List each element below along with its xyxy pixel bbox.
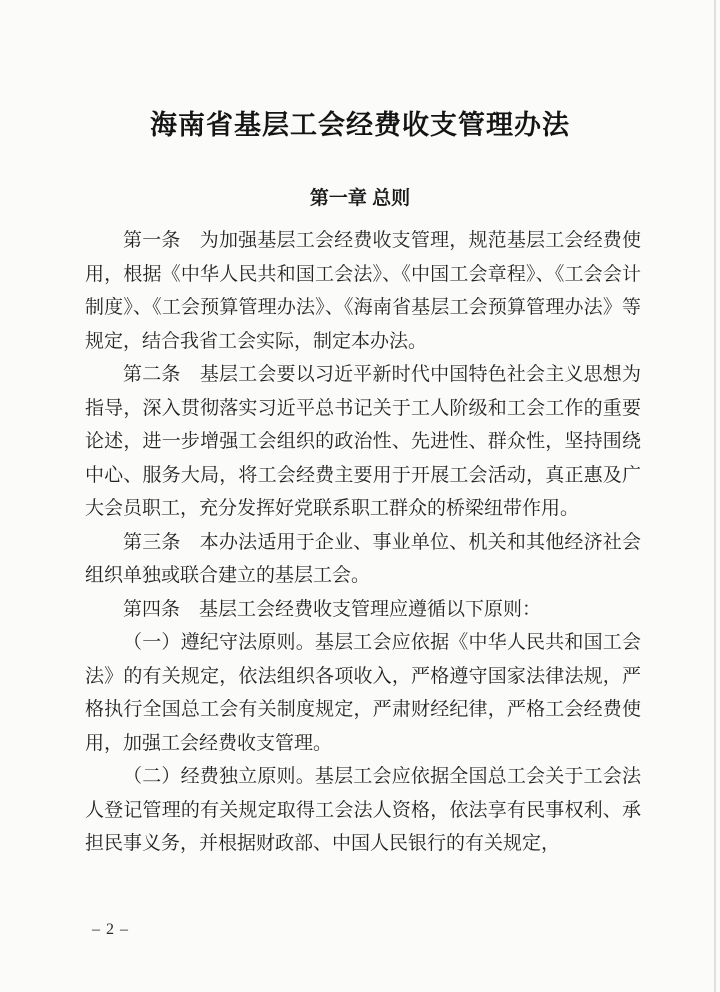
paragraph: 第四条 基层工会经费收支管理应遵循以下原则： xyxy=(123,598,542,620)
page-number: – 2 – xyxy=(92,921,129,938)
paragraph: 第一条 为加强基层工会经费收支管理，规范基层工会经费使用，根据《中华人民共和国工会法》、《中国工会章程》、《工会会计制度》、《工会预算管理办法》、《海南省基层工会预算管理办法》等规定，结合我省工会实际，制定本办法。 xyxy=(85,230,641,352)
paragraph: （二）经费独立原则。基层工会应依据全国总工会关于工会法人登记管理的有关规定取得工会法人资格，依法享有民事权利、承担民事义务，并根据财政部、中国人民银行的有关规定， xyxy=(85,766,641,854)
document-body xyxy=(85,224,641,861)
paragraph: （一）遵纪守法原则。基层工会应依据《中华人民共和国工会法》的有关规定，依法组织各项收入，严格遵守国家法律法规，严格执行全国总工会有关制度规定，严肃财经纪律，严格工会经费使用，加强工会经费收支管理。 xyxy=(85,632,641,754)
document-title: 海南省基层工会经费收支管理办法 xyxy=(150,110,570,140)
scan-edge-artifact xyxy=(714,0,716,992)
paragraph: 第三条 本办法适用于企业、事业单位、机关和其他经济社会组织单独或联合建立的基层工会。 xyxy=(85,531,641,586)
paragraph: 第二条 基层工会要以习近平新时代中国特色社会主义思想为指导，深入贯彻落实习近平总书记关于工人阶级和工会工作的重要论述，进一步增强工会组织的政治性、先进性、群众性，坚持围绕中心、服务大局，将工会经费主要用于开展工会活动，真正惠及广大会员职工，充分发挥好党联系职工群众的桥梁纽带作用。 xyxy=(85,364,641,519)
chapter-heading: 第一章 总则 xyxy=(309,188,411,209)
